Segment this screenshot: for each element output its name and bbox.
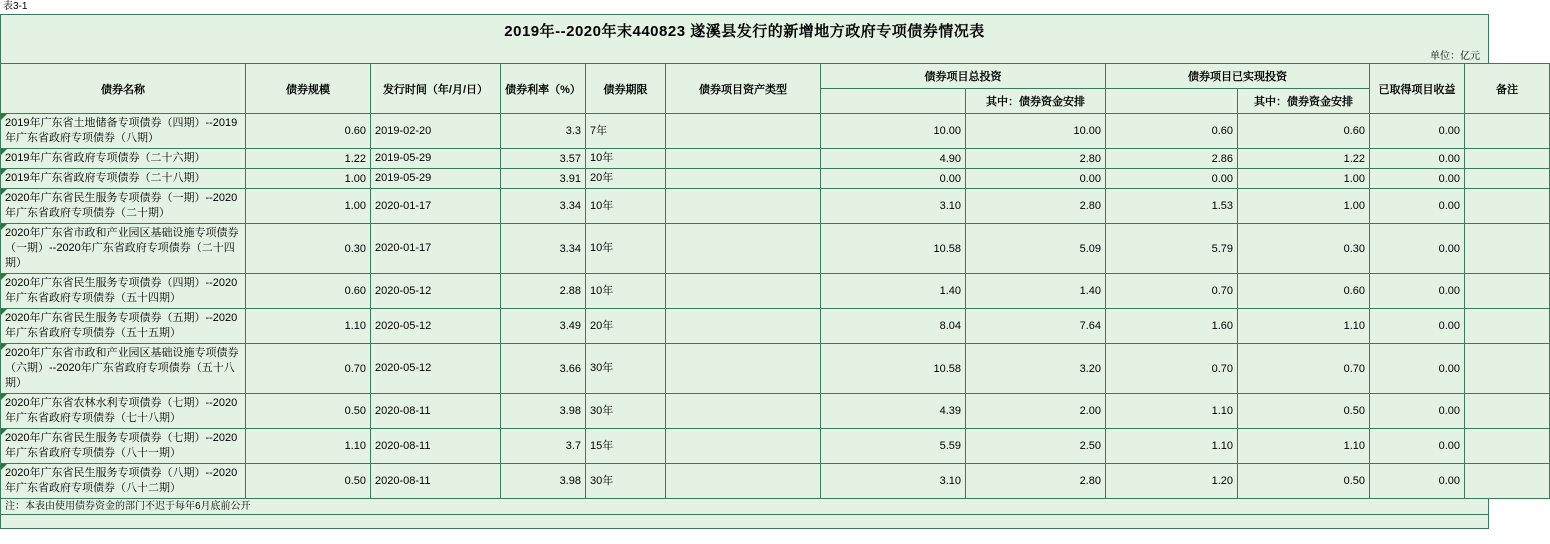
- cell-total-investment-sub: 7.64: [966, 309, 1106, 344]
- cell-issue-date: 2019-05-29: [371, 169, 501, 189]
- cell-realized-investment: 1.20: [1106, 464, 1238, 499]
- col-header-term: 债券期限: [586, 64, 666, 114]
- cell-issue-date: 2020-01-17: [371, 189, 501, 224]
- sheet-bottom-filler: [0, 515, 1489, 529]
- unit-label: 单位：亿元: [0, 45, 1489, 63]
- cell-realized-investment-sub: 1.00: [1238, 169, 1370, 189]
- cell-realized-investment: 5.79: [1106, 224, 1238, 274]
- cell-remark: [1465, 114, 1550, 149]
- cell-remark: [1465, 224, 1550, 274]
- cell-asset-type: [666, 224, 821, 274]
- cell-project-income: 0.00: [1370, 394, 1465, 429]
- table-note: 注：本表由使用债券资金的部门不迟于每年6月底前公开: [0, 499, 1489, 515]
- page-title: 2019年--2020年末440823 遂溪县发行的新增地方政府专项债券情况表: [0, 14, 1489, 45]
- cell-interest-rate: 3.34: [501, 189, 586, 224]
- cell-issue-date: 2020-01-17: [371, 224, 501, 274]
- cell-asset-type: [666, 394, 821, 429]
- col-header-realized-investment-blank: [1106, 89, 1238, 114]
- cell-total-investment: 4.39: [821, 394, 966, 429]
- col-header-interest-rate: 债券利率（%）: [501, 64, 586, 114]
- cell-realized-investment: 1.10: [1106, 394, 1238, 429]
- cell-project-income: 0.00: [1370, 149, 1465, 169]
- col-header-project-income: 已取得项目收益: [1370, 64, 1465, 114]
- cell-realized-investment: 2.86: [1106, 149, 1238, 169]
- col-header-issue-date: 发行时间（年/月/日）: [371, 64, 501, 114]
- cell-project-income: 0.00: [1370, 224, 1465, 274]
- cell-total-investment-sub: 5.09: [966, 224, 1106, 274]
- cell-asset-type: [666, 274, 821, 309]
- cell-bond-scale: 0.50: [246, 464, 371, 499]
- cell-issue-date: 2020-05-12: [371, 274, 501, 309]
- cell-interest-rate: 3.57: [501, 149, 586, 169]
- cell-term: 10年: [586, 224, 666, 274]
- cell-term: 10年: [586, 189, 666, 224]
- cell-term: 30年: [586, 344, 666, 394]
- cell-project-income: 0.00: [1370, 464, 1465, 499]
- cell-bond-scale: 0.60: [246, 114, 371, 149]
- table-header: [1, 64, 1550, 114]
- cell-remark: [1465, 464, 1550, 499]
- cell-project-income: 0.00: [1370, 344, 1465, 394]
- cell-bond-name: 2020年广东省民生服务专项债券（七期）--2020年广东省政府专项债券（八十一期）: [1, 429, 246, 464]
- cell-issue-date: 2020-08-11: [371, 394, 501, 429]
- cell-issue-date: 2019-02-20: [371, 114, 501, 149]
- cell-bond-name: 2020年广东省农林水利专项债券（七期）--2020年广东省政府专项债券（七十八期）: [1, 394, 246, 429]
- cell-realized-investment-sub: 0.50: [1238, 394, 1370, 429]
- cell-remark: [1465, 149, 1550, 169]
- cell-realized-investment-sub: 0.50: [1238, 464, 1370, 499]
- cell-total-investment: 4.90: [821, 149, 966, 169]
- table-body: [1, 114, 1550, 499]
- cell-remark: [1465, 189, 1550, 224]
- cell-interest-rate: 2.88: [501, 274, 586, 309]
- cell-asset-type: [666, 344, 821, 394]
- col-header-asset-type: 债券项目资产类型: [666, 64, 821, 114]
- cell-bond-name: 2020年广东省市政和产业园区基础设施专项债券（六期）--2020年广东省政府专项债券（五十八期）: [1, 344, 246, 394]
- cell-total-investment: 10.58: [821, 224, 966, 274]
- cell-bond-name: 2020年广东省市政和产业园区基础设施专项债券（一期）--2020年广东省政府专项债券（二十四期）: [1, 224, 246, 274]
- cell-total-investment-sub: 1.40: [966, 274, 1106, 309]
- cell-interest-rate: 3.66: [501, 344, 586, 394]
- cell-issue-date: 2020-08-11: [371, 464, 501, 499]
- table-row: [1, 429, 1550, 464]
- cell-project-income: 0.00: [1370, 309, 1465, 344]
- cell-total-investment-sub: 2.80: [966, 464, 1106, 499]
- cell-interest-rate: 3.91: [501, 169, 586, 189]
- cell-term: 10年: [586, 274, 666, 309]
- col-header-remark: 备注: [1465, 64, 1550, 114]
- table-row: [1, 149, 1550, 169]
- table-row: [1, 114, 1550, 149]
- col-header-total-investment-sub: 其中：债券资金安排: [966, 89, 1106, 114]
- cell-bond-scale: 1.22: [246, 149, 371, 169]
- cell-realized-investment: 0.70: [1106, 344, 1238, 394]
- table-row: [1, 464, 1550, 499]
- cell-issue-date: 2020-05-12: [371, 344, 501, 394]
- cell-project-income: 0.00: [1370, 169, 1465, 189]
- table-row: [1, 394, 1550, 429]
- cell-issue-date: 2019-05-29: [371, 149, 501, 169]
- cell-realized-investment-sub: 0.30: [1238, 224, 1370, 274]
- cell-bond-name: 2020年广东省民生服务专项债券（五期）--2020年广东省政府专项债券（五十五期）: [1, 309, 246, 344]
- cell-interest-rate: 3.98: [501, 464, 586, 499]
- col-header-bond-name: 债券名称: [1, 64, 246, 114]
- cell-asset-type: [666, 189, 821, 224]
- cell-total-investment: 3.10: [821, 464, 966, 499]
- cell-term: 30年: [586, 394, 666, 429]
- cell-project-income: 0.00: [1370, 429, 1465, 464]
- col-header-total-investment: 债券项目总投资: [821, 64, 1106, 89]
- table-row: [1, 344, 1550, 394]
- cell-asset-type: [666, 429, 821, 464]
- cell-interest-rate: 3.49: [501, 309, 586, 344]
- cell-realized-investment-sub: 0.60: [1238, 274, 1370, 309]
- cell-remark: [1465, 344, 1550, 394]
- cell-interest-rate: 3.7: [501, 429, 586, 464]
- cell-term: 20年: [586, 169, 666, 189]
- cell-asset-type: [666, 149, 821, 169]
- cell-asset-type: [666, 169, 821, 189]
- cell-realized-investment-sub: 1.10: [1238, 309, 1370, 344]
- cell-realized-investment: 0.60: [1106, 114, 1238, 149]
- cell-term: 7年: [586, 114, 666, 149]
- cell-bond-scale: 0.60: [246, 274, 371, 309]
- cell-term: 30年: [586, 464, 666, 499]
- cell-interest-rate: 3.3: [501, 114, 586, 149]
- cell-total-investment: 5.59: [821, 429, 966, 464]
- cell-remark: [1465, 274, 1550, 309]
- col-header-realized-investment-sub: 其中：债券资金安排: [1238, 89, 1370, 114]
- table-row: [1, 309, 1550, 344]
- table-row: [1, 224, 1550, 274]
- table-tag: 表3-1: [3, 1, 28, 12]
- header-row-1: [1, 64, 1550, 89]
- cell-realized-investment: 0.00: [1106, 169, 1238, 189]
- cell-bond-scale: 1.00: [246, 169, 371, 189]
- cell-total-investment-sub: 2.80: [966, 189, 1106, 224]
- cell-total-investment: 3.10: [821, 189, 966, 224]
- cell-remark: [1465, 429, 1550, 464]
- cell-realized-investment: 1.60: [1106, 309, 1238, 344]
- cell-bond-name: 2020年广东省民生服务专项债券（八期）--2020年广东省政府专项债券（八十二期）: [1, 464, 246, 499]
- cell-realized-investment-sub: 0.70: [1238, 344, 1370, 394]
- cell-realized-investment-sub: 1.22: [1238, 149, 1370, 169]
- cell-realized-investment-sub: 0.60: [1238, 114, 1370, 149]
- cell-bond-scale: 0.50: [246, 394, 371, 429]
- table-row: [1, 189, 1550, 224]
- table-row: [1, 169, 1550, 189]
- cell-bond-scale: 0.70: [246, 344, 371, 394]
- cell-issue-date: 2020-08-11: [371, 429, 501, 464]
- cell-bond-scale: 1.10: [246, 309, 371, 344]
- bond-table: [0, 63, 1550, 499]
- cell-asset-type: [666, 309, 821, 344]
- cell-realized-investment-sub: 1.00: [1238, 189, 1370, 224]
- cell-project-income: 0.00: [1370, 274, 1465, 309]
- cell-bond-name: 2019年广东省政府专项债券（二十八期）: [1, 169, 246, 189]
- cell-realized-investment: 1.10: [1106, 429, 1238, 464]
- cell-total-investment: 0.00: [821, 169, 966, 189]
- cell-bond-scale: 1.10: [246, 429, 371, 464]
- table-row: [1, 274, 1550, 309]
- cell-total-investment: 10.58: [821, 344, 966, 394]
- cell-total-investment: 1.40: [821, 274, 966, 309]
- cell-interest-rate: 3.34: [501, 224, 586, 274]
- cell-bond-scale: 0.30: [246, 224, 371, 274]
- cell-term: 10年: [586, 149, 666, 169]
- cell-realized-investment: 1.53: [1106, 189, 1238, 224]
- cell-remark: [1465, 309, 1550, 344]
- cell-total-investment-sub: 2.50: [966, 429, 1106, 464]
- cell-term: 15年: [586, 429, 666, 464]
- cell-total-investment: 10.00: [821, 114, 966, 149]
- cell-remark: [1465, 394, 1550, 429]
- cell-project-income: 0.00: [1370, 189, 1465, 224]
- cell-total-investment-sub: 0.00: [966, 169, 1106, 189]
- cell-realized-investment-sub: 1.10: [1238, 429, 1370, 464]
- col-header-bond-scale: 债券规模: [246, 64, 371, 114]
- cell-bond-name: 2020年广东省民生服务专项债券（四期）--2020年广东省政府专项债券（五十四期）: [1, 274, 246, 309]
- col-header-total-investment-blank: [821, 89, 966, 114]
- cell-remark: [1465, 169, 1550, 189]
- cell-asset-type: [666, 464, 821, 499]
- cell-total-investment-sub: 2.00: [966, 394, 1106, 429]
- cell-realized-investment: 0.70: [1106, 274, 1238, 309]
- cell-bond-scale: 1.00: [246, 189, 371, 224]
- cell-asset-type: [666, 114, 821, 149]
- cell-bond-name: 2019年广东省政府专项债券（二十六期）: [1, 149, 246, 169]
- cell-total-investment-sub: 10.00: [966, 114, 1106, 149]
- cell-total-investment: 8.04: [821, 309, 966, 344]
- cell-term: 20年: [586, 309, 666, 344]
- cell-total-investment-sub: 3.20: [966, 344, 1106, 394]
- cell-interest-rate: 3.98: [501, 394, 586, 429]
- col-header-realized-investment: 债券项目已实现投资: [1106, 64, 1370, 89]
- cell-total-investment-sub: 2.80: [966, 149, 1106, 169]
- cell-bond-name: 2019年广东省土地储备专项债券（四期）--2019年广东省政府专项债券（八期）: [1, 114, 246, 149]
- cell-issue-date: 2020-05-12: [371, 309, 501, 344]
- cell-project-income: 0.00: [1370, 114, 1465, 149]
- cell-bond-name: 2020年广东省民生服务专项债券（一期）--2020年广东省政府专项债券（二十期）: [1, 189, 246, 224]
